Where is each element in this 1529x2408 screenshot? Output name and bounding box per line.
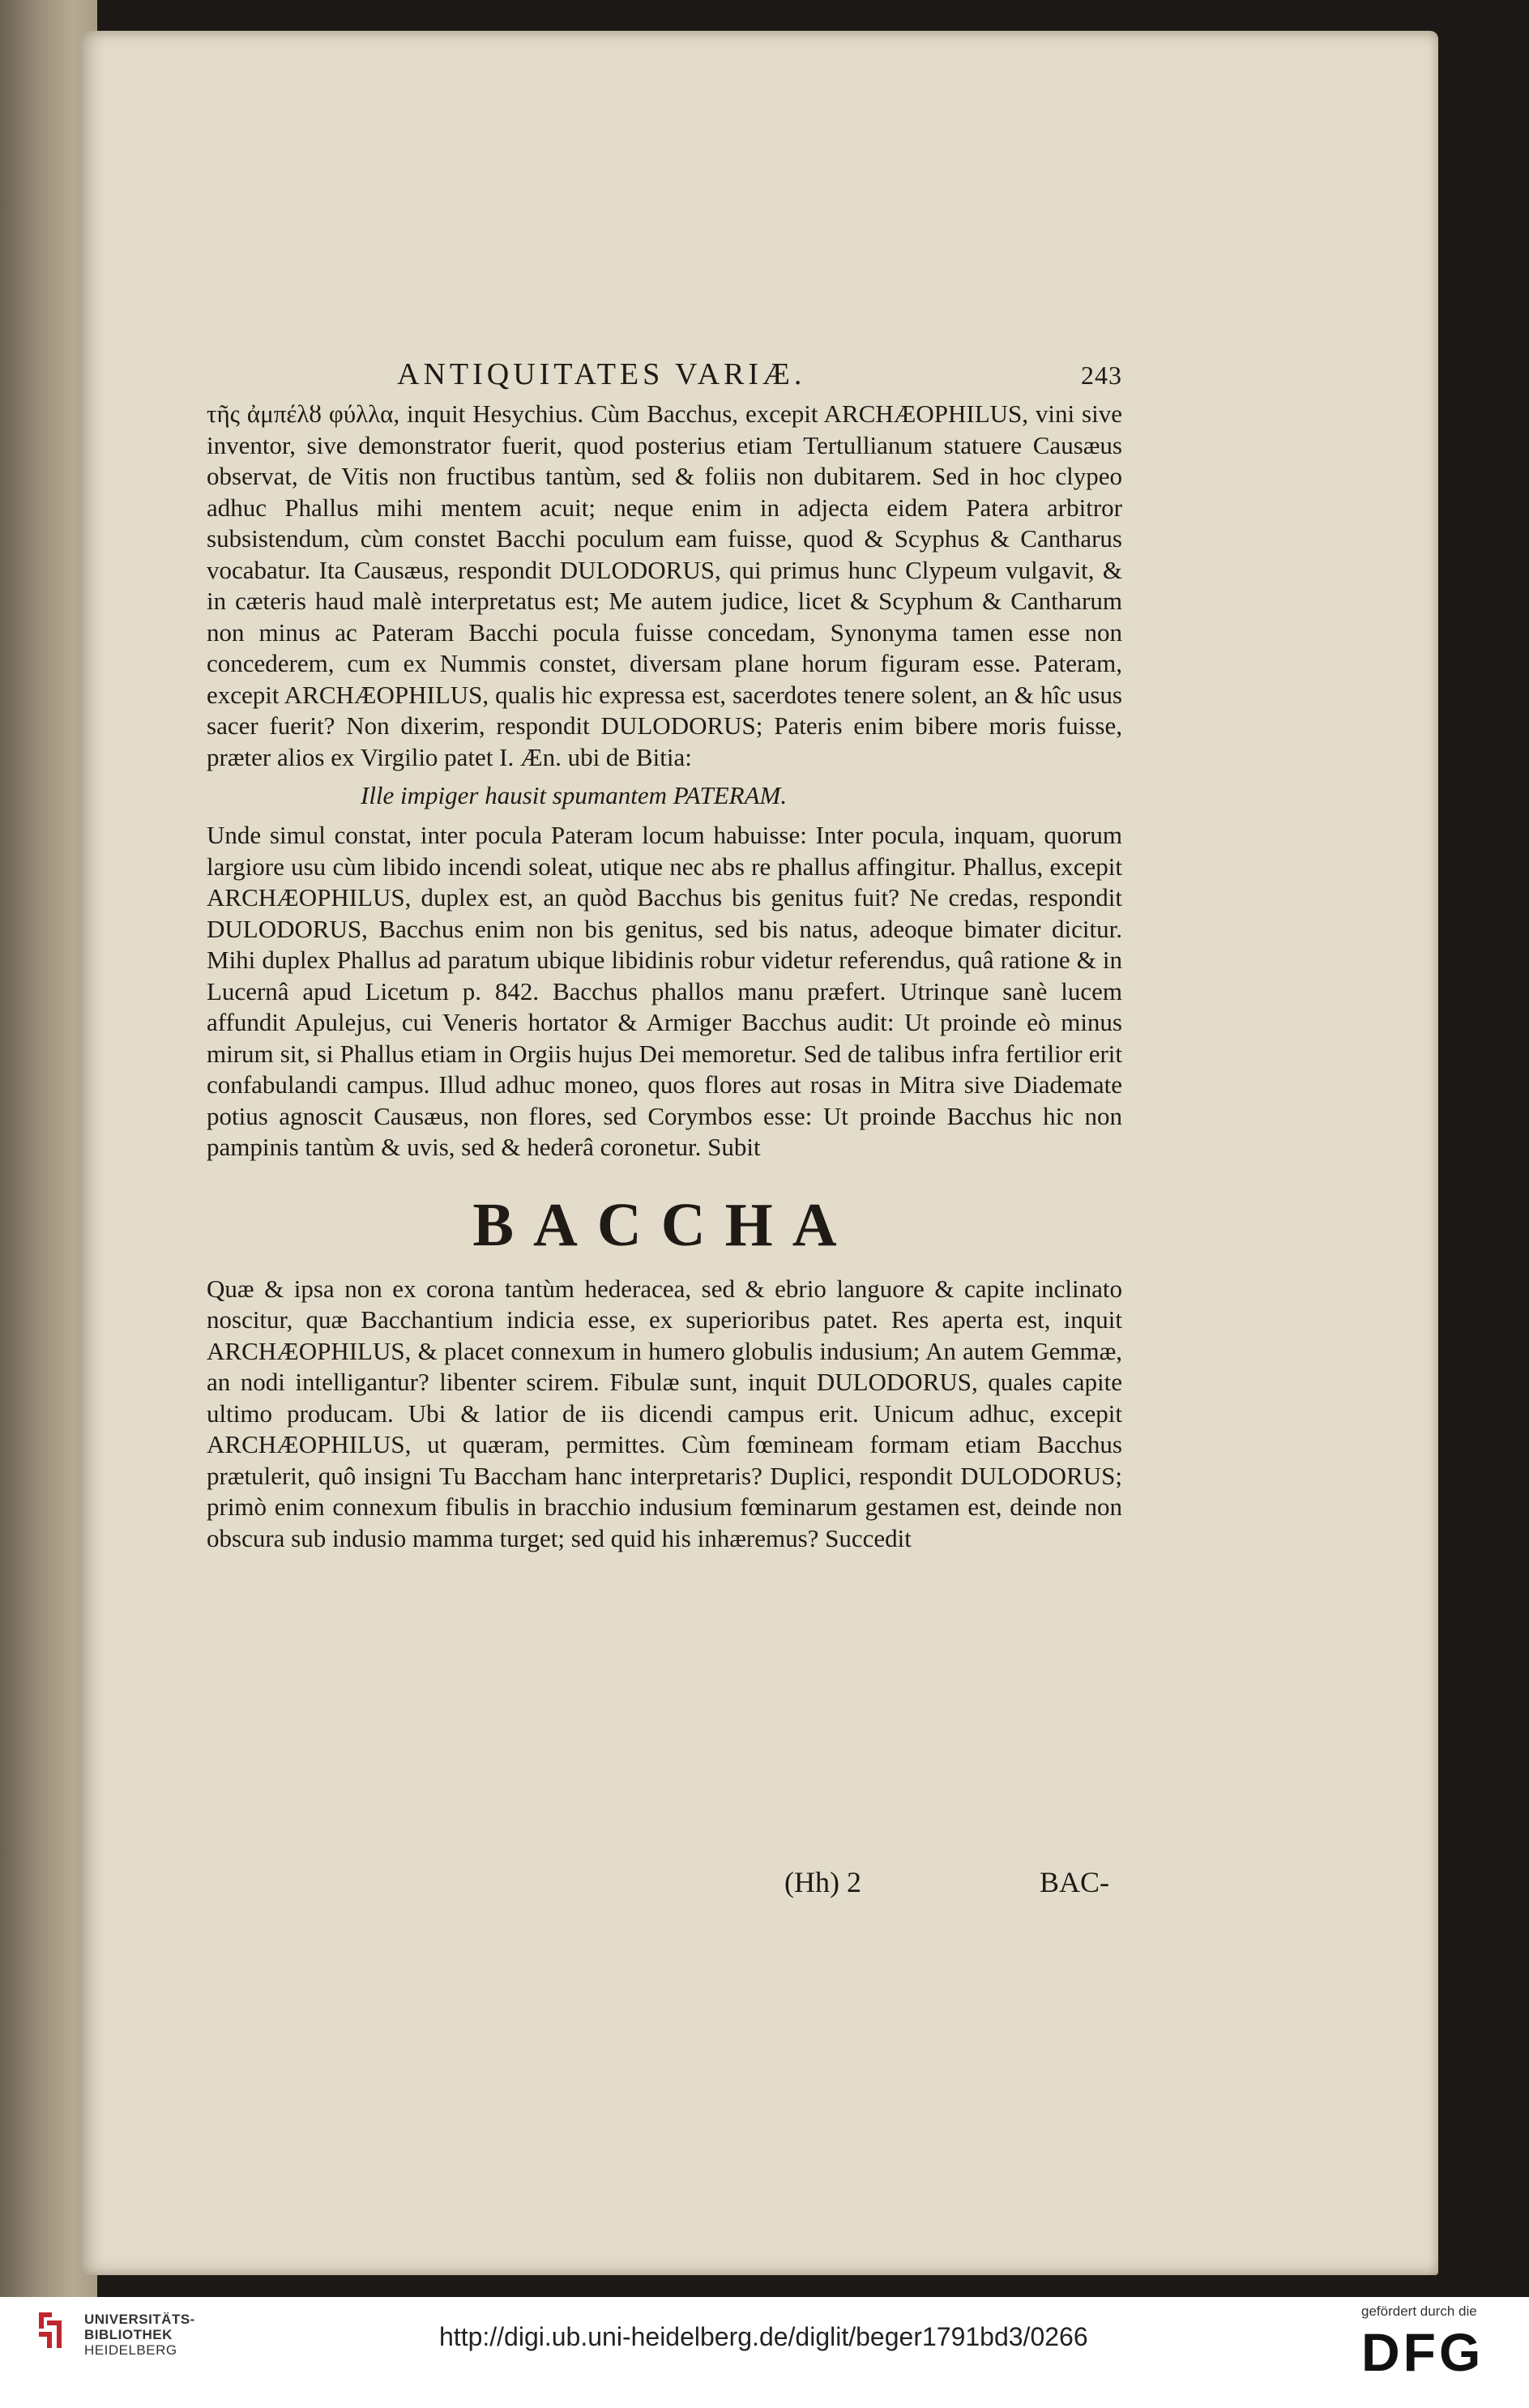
page-number: 243 — [1081, 361, 1122, 390]
funder-label: gefördert durch die — [1361, 2303, 1477, 2319]
verse-quotation: Ille impiger hausit spumantem PATERAM. — [361, 781, 788, 809]
viewer-footer — [0, 2297, 1529, 2408]
institution-line-3: HEIDELBERG — [84, 2342, 177, 2358]
running-head — [207, 357, 1122, 392]
paragraph-2: Unde simul constat, inter pocula Pateram locum habuisse: Inter pocula, inquam, quorum largiore usu cùm libido incendi soleat, utique nec abs re phallus affingitur. Phallus, excepit ARCHÆOPHILUS, duplex est, an quòd Bacchus bis genitus fuit? Ne credas, respondit DULODORUS, Bacchus enim non bis genitus, sed bis natus, adeoque bimater dicitur. Mihi duplex Phallus ad paratum ubique libidinis robur videtur referendus, quâ ratione & in Lucernâ apud Licetum p. 842. Bacchus phallos manu præfert. Utrinque sanè lucem affundit Apulejus, cui Veneris hortator & Armiger Bacchus audit: Ut proinde eò minus mirum sit, si Phallus etiam in Orgiis hujus Dei memoretur. Sed de talibus infra fertilior erit confabulandi campus. Illud adhuc moneo, quos flores aut rosas in Mitra sive Diademate potius agnoscit Causæus, non flores, sed Corymbos esse: Ut proinde Bacchus hic non pampinis tantùm & uvis, sed & hederâ coronetur. Subit — [207, 821, 1122, 1161]
paragraph-3: Quæ & ipsa non ex corona tantùm hederacea, sed & ebrio languore & capite inclinato noscitur, quæ Bacchantium indicia esse, ex superioribus patet. Res aperta est, inquit ARCHÆOPHILUS, & placet connexum in humero globulis indusium; An autem Gemmæ, an nodi intelligantur? libenter scirem. Fibulæ sunt, inquit DULODORUS, quales capite ultimo producam. Ubi & latior de iis dicendi campus erit. Unicum adhuc, excepit ARCHÆOPHILUS, ut quæram, permittes. Cùm fœmineam formam etiam Bacchus prætulerit, quô insigni Tu Baccham hanc interpretaris? Duplici, respondit DULODORUS; primò enim connexum fibulis in bracchio indusium fœminarum gestamen est, deinde non obscura sub indusio mamma turget; sed quid his inhæremus? Succedit — [207, 1274, 1122, 1552]
text-block — [207, 357, 1122, 1554]
paragraph-1: τῆς ἀμπέλȣ φύλλα, inquit Hesychius. Cùm Bacchus, excepit ARCHÆOPHILUS, vini sive inventor, sive demonstrator fuerit, quod posterius etiam Tertullianum statuere Causæus observat, de Vitis non fructibus tantùm, sed & foliis non dubitarem. Sed in hoc clypeo adhuc Phallus mihi mentem acuit; neque enim in adjecta eidem Patera arbitror subsistendum, cùm constet Bacchi poculum eam fuisse, quod & Scyphus & Cantharus vocabatur. Ita Causæus, respondit DULODORUS, qui primus hunc Clypeum vulgavit, & in cæteris haud malè interpretatus est; Me autem judice, licet & Scyphum & Cantharum non minus ac Pateram Bacchi pocula fuisse concedam, Synonyma tamen esse non concederem, cum ex Nummis constet, diversam plane horum figuram esse. Pateram, excepit ARCHÆOPHILUS, qualis hic expressa est, sacerdotes tenere solent, an & hîc usus sacer fuerit? Non dixerim, respondit DULODORUS; Pateris enim bibere moris fuisse, præter alios ex Virgilio patet I. Æn. ubi de Bitia: — [207, 399, 1122, 771]
catchword: BAC- — [1040, 1866, 1110, 1898]
running-head-title: ANTIQUITATES VARIÆ. — [397, 357, 806, 391]
institution-name — [84, 2312, 195, 2358]
institution-line-2: BIBLIOTHEK — [84, 2327, 173, 2342]
signature-mark: (Hh) 2 — [784, 1866, 861, 1898]
permalink-url[interactable]: http://digi.ub.uni-heidelberg.de/diglit/beger1791bd3/0266 — [439, 2322, 1088, 2351]
dfg-logo: DFG — [1361, 2322, 1484, 2382]
section-heading: BACCHA — [472, 1190, 856, 1259]
university-library-logo-icon — [34, 2309, 66, 2351]
institution-line-1: UNIVERSITÄTS- — [84, 2312, 195, 2327]
